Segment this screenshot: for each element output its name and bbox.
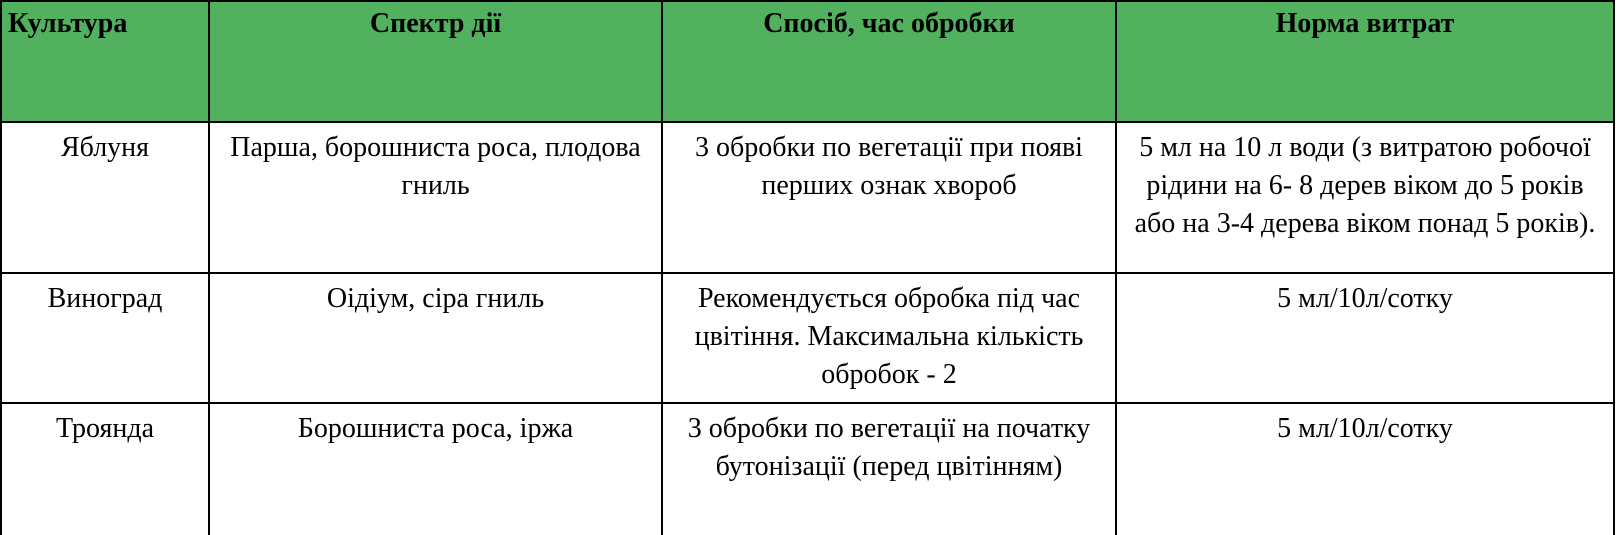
- cell-rate: 5 мл/10л/сотку: [1116, 273, 1614, 403]
- cell-culture: Яблуня: [1, 122, 209, 273]
- header-row: [1, 1, 1614, 122]
- cell-spectrum: Парша, борошниста роса, плодова гниль: [209, 122, 662, 273]
- cell-culture: Виноград: [1, 273, 209, 403]
- header-spectrum: Спектр дії: [209, 1, 662, 122]
- header-rate: Норма витрат: [1116, 1, 1614, 122]
- cell-method: Рекомендується обробка під час цвітіння. Максимальна кількість обробок - 2: [662, 273, 1116, 403]
- table-row: [1, 273, 1614, 403]
- cell-rate: 5 мл на 10 л води (з витратою робочої рідини на 6- 8 дерев віком до 5 років або на 3-4 дерева віком понад 5 років).: [1116, 122, 1614, 273]
- cell-spectrum: Оідіум, сіра гниль: [209, 273, 662, 403]
- table-row: [1, 122, 1614, 273]
- cell-spectrum: Борошниста роса, іржа: [209, 403, 662, 535]
- table-body: [1, 122, 1614, 535]
- table-row: [1, 403, 1614, 535]
- header-culture: Культура: [1, 1, 209, 122]
- table-header: [1, 1, 1614, 122]
- cell-method: 3 обробки по вегетації на початку бутонізації (перед цвітінням): [662, 403, 1116, 535]
- header-method: Спосіб, час обробки: [662, 1, 1116, 122]
- cell-culture: Троянда: [1, 403, 209, 535]
- cell-rate: 5 мл/10л/сотку: [1116, 403, 1614, 535]
- cell-method: 3 обробки по вегетації при появі перших ознак хвороб: [662, 122, 1116, 273]
